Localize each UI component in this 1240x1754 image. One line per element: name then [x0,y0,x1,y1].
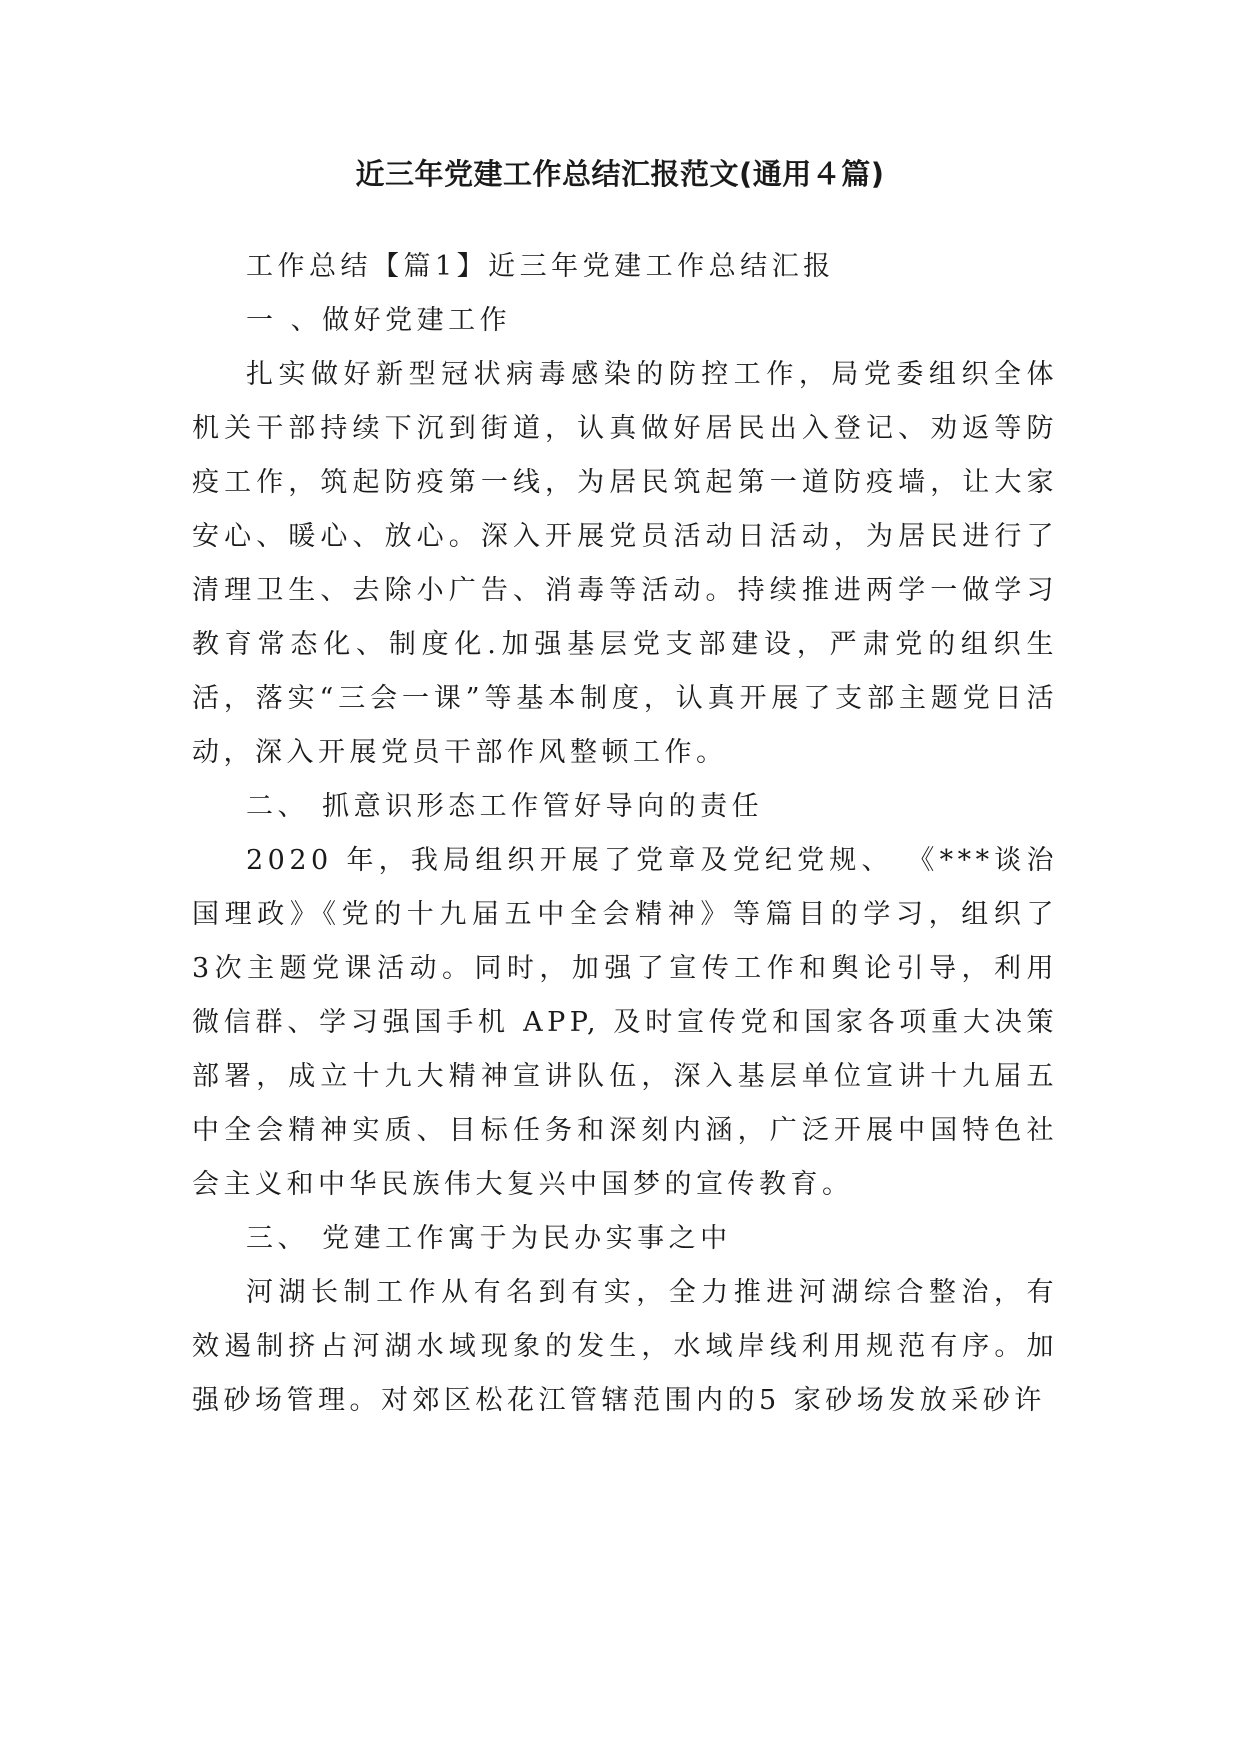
section-3-paragraph: 河湖长制工作从有名到有实，全力推进河湖综合整治，有效遏制挤占河湖水域现象的发生，水域岸线利用规范有序。加强砂场管理。对郊区松花江管辖范围内的5 家砂场发放采砂许 [192,1277,1058,1416]
article-heading: 工作总结【篇1】近三年党建工作总结汇报 [246,251,835,282]
section-2-heading: 二、 抓意识形态工作管好导向的责任 [246,791,764,822]
document-title: 近三年党建工作总结汇报范文(通用４篇) [355,157,885,191]
section-1-paragraph: 扎实做好新型冠状病毒感染的防控工作，局党委组织全体机关干部持续下沉到街道，认真做好居民出入登记、劝返等防疫工作，筑起防疫第一线，为居民筑起第一道防疫墙，让大家安心、暖心、放心。深入开展党员活动日活动，为居民进行了清理卫生、去除小广告、消毒等活动。持续推进两学一做学习教育常态化、制度化.加强基层党支部建设，严肃党的组织生活，落实“三会一课”等基本制度，认真开展了支部主题党日活动，深入开展党员干部作风整顿工作。 [192,359,1058,768]
section-2-paragraph: 2020 年，我局组织开展了党章及党纪党规、 《***谈治国理政》《党的十九届五中全会精神》等篇目的学习，组织了 3次主题党课活动。同时，加强了宣传工作和舆论引导，利用微信群、学习强国手机 APP, 及时宣传党和国家各项重大决策部署，成立十九大精神宣讲队伍，深入基层单位宣讲十九届五中全会精神实质、目标任务和深刻内涵，广泛开展中国特色社会主义和中华民族伟大复兴中国梦的宣传教育。 [192,845,1058,1200]
section-1-heading: 一 、做好党建工作 [246,305,512,336]
section-3-heading: 三、 党建工作寓于为民办实事之中 [246,1223,732,1254]
document-body [192,240,1058,1428]
